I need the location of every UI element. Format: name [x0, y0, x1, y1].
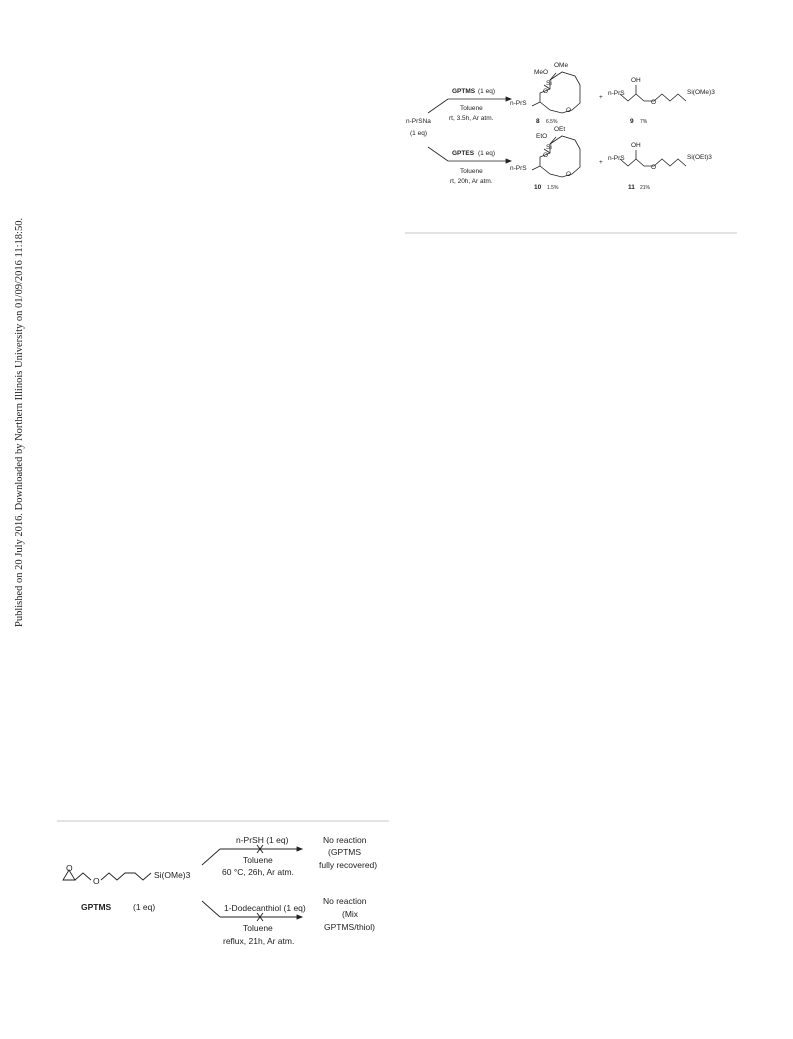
upper-reagent: n-PrSH (1 eq) — [236, 835, 289, 845]
upper-solvent: Toluene — [243, 855, 273, 865]
c11-o: O — [651, 164, 657, 171]
c8-prs: n-PrS — [510, 100, 527, 107]
upper-conditions: rt, 3.5h, Ar atm. — [449, 115, 494, 122]
upper-result-2: (GPTMS — [328, 847, 362, 857]
c11-number: 11 — [628, 184, 635, 191]
lower-result-2: (Mix — [342, 909, 359, 919]
c8-sub-top: OMe — [554, 62, 569, 69]
lower-reagent: 1-Dodecanthiol (1 eq) — [224, 903, 306, 913]
upper-reagent: GPTMS — [452, 88, 476, 95]
c10-prs: n-PrS — [510, 165, 527, 172]
lower-reagent: GPTES — [452, 150, 475, 157]
start-si: Si(OMe)3 — [154, 870, 191, 880]
lower-result-1: No reaction — [323, 896, 367, 906]
c8-yield: 6.5% — [546, 119, 558, 125]
c9-number: 9 — [630, 118, 634, 125]
lower-reagent-equiv: (1 eq) — [478, 150, 495, 157]
ether-o: O — [93, 876, 100, 886]
c8-sub-left: MeO — [534, 69, 549, 76]
lower-solvent: Toluene — [243, 923, 273, 933]
c11-yield: 21% — [640, 185, 651, 191]
c10-o2: O — [566, 171, 572, 178]
c11-si: Si(OEt)3 — [687, 154, 712, 161]
lower-plus: + — [599, 159, 603, 166]
upper-result-1: No reaction — [323, 835, 367, 845]
c8-si: Si — [546, 80, 552, 87]
upper-reagent-equiv: (1 eq) — [478, 88, 495, 95]
lower-solvent: Toluene — [460, 168, 483, 175]
start-name: GPTMS — [81, 902, 112, 912]
c8-number: 8 — [536, 118, 540, 125]
c10-yield: 1.5% — [547, 185, 559, 191]
upper-solvent: Toluene — [460, 105, 483, 112]
c8-o: O — [543, 88, 549, 95]
scheme-thiolate-reaction — [400, 55, 745, 230]
scheme-thiol-reaction — [57, 828, 392, 953]
lower-conditions: rt, 20h, Ar atm. — [450, 178, 493, 185]
c10-sub-top: OEt — [554, 126, 566, 133]
c10-number: 10 — [534, 184, 542, 191]
c10-si: Si — [546, 144, 552, 151]
c11-oh: OH — [631, 142, 641, 149]
c8-o2: O — [566, 107, 572, 114]
c10-sub-left: EtO — [536, 133, 548, 140]
c9-o: O — [651, 99, 657, 106]
upper-plus: + — [599, 94, 603, 101]
epoxide-o: O — [66, 863, 73, 873]
lower-conditions: reflux, 21h, Ar atm. — [223, 936, 295, 946]
c11-prs: n-PrS — [608, 155, 625, 162]
provenance-banner — [0, 0, 30, 1039]
c9-si: Si(OMe)3 — [687, 89, 715, 96]
divider-bottom — [57, 820, 389, 822]
divider-top — [405, 232, 737, 234]
provenance-text: Published on 20 July 2016. Downloaded by Northern Illinois University on 01/09/2016 11:18:50. — [14, 217, 25, 627]
c9-oh: OH — [631, 77, 641, 84]
start-equiv: (1 eq) — [410, 130, 427, 137]
c9-prs: n-PrS — [608, 90, 625, 97]
start-equiv: (1 eq) — [133, 902, 156, 912]
upper-conditions: 60 °C, 26h, Ar atm. — [222, 867, 294, 877]
start-reagent: n-PrSNa — [406, 118, 431, 125]
c10-o: O — [543, 152, 549, 159]
c9-yield: 7% — [640, 119, 648, 125]
lower-result-3: GPTMS/thiol) — [324, 922, 376, 932]
upper-result-3: fully recovered) — [319, 860, 378, 870]
